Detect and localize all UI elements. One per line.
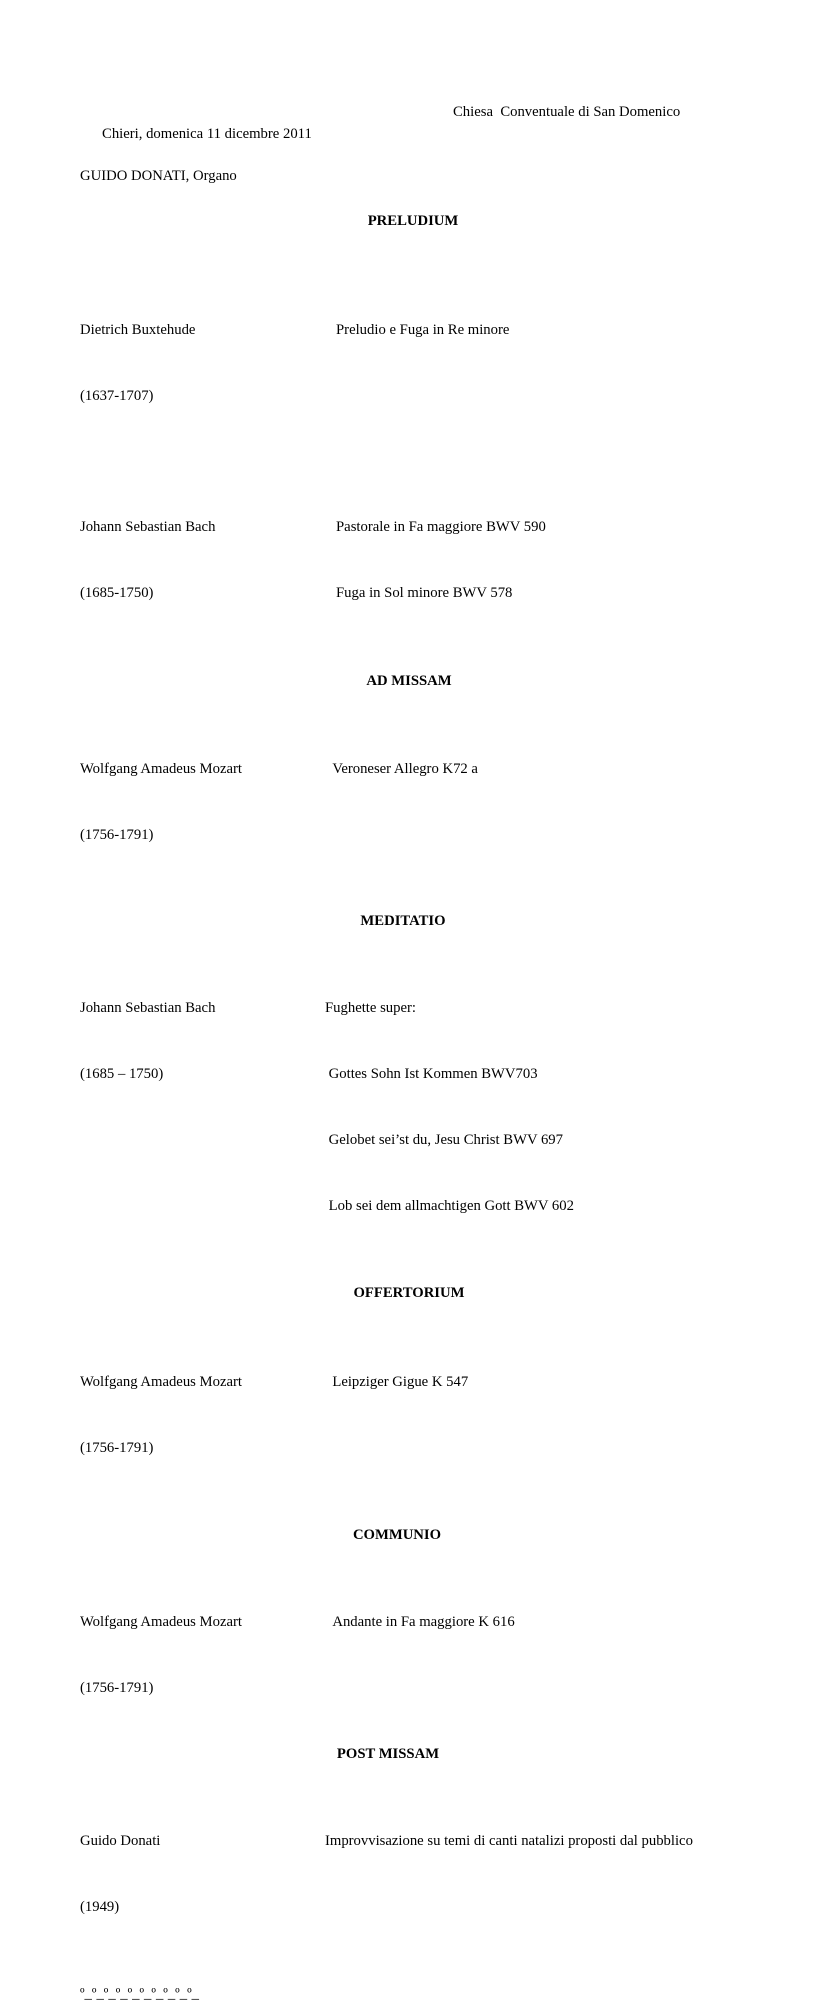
composer-name: Johann Sebastian Bach [80, 1000, 216, 1016]
work-line: Preludio e Fuga in Re minore [325, 322, 510, 338]
works-column [325, 472, 746, 648]
works-column [325, 275, 746, 385]
composer-column [80, 1567, 325, 1743]
composer-column [80, 1786, 325, 1962]
program-entry-bach-1 [80, 472, 746, 648]
document-content [80, 101, 746, 2005]
composer-column [80, 714, 325, 890]
works-column [325, 1786, 746, 1896]
composer-dates: (1756-1791) [80, 1680, 154, 1696]
composer-dates: (1637-1707) [80, 388, 154, 404]
work-line: Gelobet sei’st du, Jesu Christ BWV 697 [325, 1132, 563, 1148]
event-date-location: Chieri, domenica 11 dicembre 2011 [102, 126, 312, 142]
composer-name: Johann Sebastian Bach [80, 519, 216, 535]
composer-column [80, 275, 325, 451]
work-line: Gottes Sohn Ist Kommen BWV703 [325, 1066, 538, 1082]
works-column [325, 1327, 746, 1437]
work-line: Fughette super: [325, 1000, 416, 1016]
composer-name: Wolfgang Amadeus Mozart [80, 1374, 242, 1390]
works-column [325, 1567, 746, 1677]
composer-column [80, 953, 325, 1129]
venue-name: Chiesa Conventuale di San Domenico [453, 104, 681, 120]
composer-column [80, 1327, 325, 1503]
work-line: Andante in Fa maggiore K 616 [325, 1614, 515, 1630]
composer-dates: (1685 – 1750) [80, 1066, 164, 1082]
work-line: Improvvisazione su temi di canti natalizi proposti dal pubblico [325, 1833, 693, 1849]
work-line: Leipziger Gigue K 547 [325, 1374, 469, 1390]
decorative-divider: º_º_º_º_º_º_º_º_º_º_ [80, 1986, 199, 2002]
composer-column [80, 472, 325, 648]
program-entry-mozart-1 [80, 714, 746, 890]
work-line: Veroneser Allegro K72 a [325, 761, 478, 777]
work-line: Fuga in Sol minore BWV 578 [325, 585, 513, 601]
composer-dates: (1756-1791) [80, 827, 154, 843]
section-heading-offertorium: OFFERTORIUM [353, 1285, 465, 1301]
section-heading-meditatio: MEDITATIO [360, 913, 446, 929]
composer-name: Wolfgang Amadeus Mozart [80, 761, 242, 777]
composer-name: Guido Donati [80, 1833, 161, 1849]
composer-name: Dietrich Buxtehude [80, 322, 196, 338]
page-header [80, 101, 746, 142]
section-heading-post-missam: POST MISSAM [336, 1746, 440, 1762]
work-line: Pastorale in Fa maggiore BWV 590 [325, 519, 546, 535]
program-entry-donati [80, 1786, 746, 1962]
section-heading-ad-missam: AD MISSAM [366, 673, 452, 689]
composer-dates: (1685-1750) [80, 585, 154, 601]
performer-line: GUIDO DONATI, Organo [80, 168, 237, 184]
work-line: Lob sei dem allmachtigen Gott BWV 602 [325, 1198, 574, 1214]
composer-dates: (1756-1791) [80, 1440, 154, 1456]
program-entry-buxtehude [80, 275, 746, 451]
composer-dates: (1949) [80, 1899, 120, 1915]
program-entry-mozart-2 [80, 1327, 746, 1503]
section-heading-communio: COMMUNIO [352, 1527, 442, 1543]
program-entry-mozart-3 [80, 1567, 746, 1743]
composer-name: Wolfgang Amadeus Mozart [80, 1614, 242, 1630]
program-entry-bach-2 [80, 953, 746, 1261]
section-heading-preludium: PRELUDIUM [367, 213, 459, 229]
works-column [325, 953, 746, 1261]
works-column [325, 714, 746, 824]
